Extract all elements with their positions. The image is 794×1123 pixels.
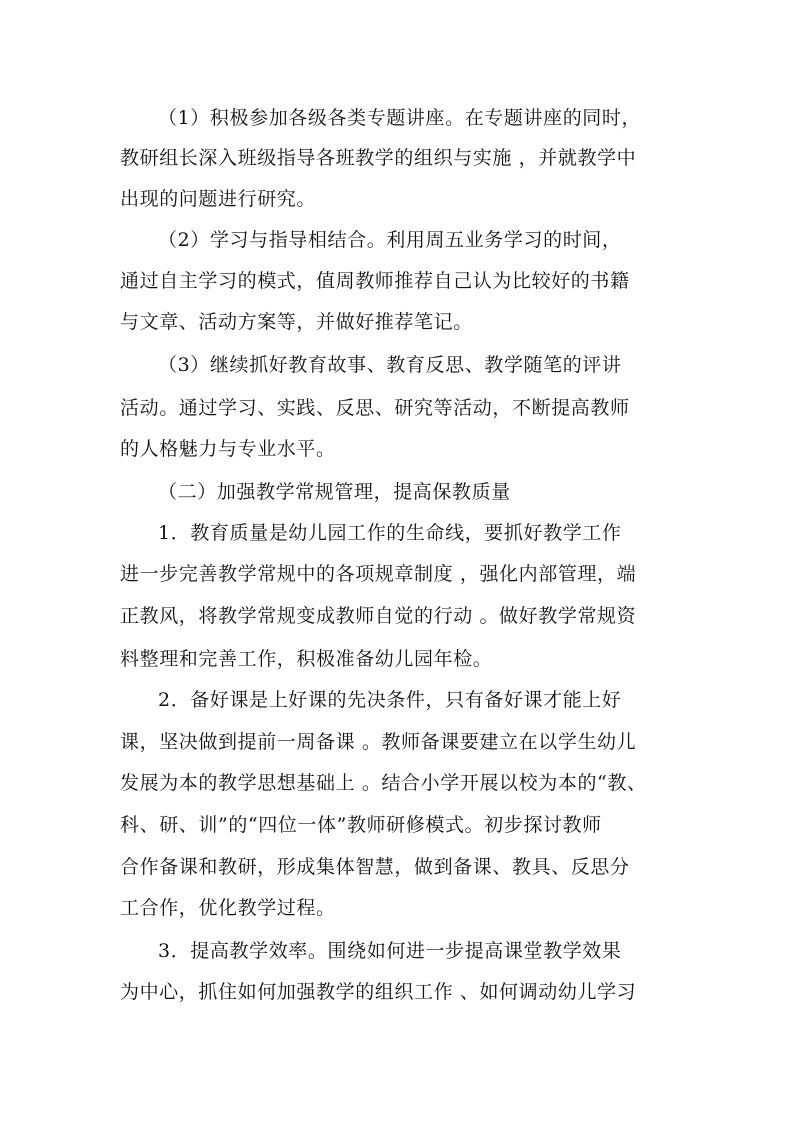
text-line: 的人格魅力与专业水平。 bbox=[120, 438, 336, 460]
text-line: 2．备好课是上好课的先决条件，只有备好课才能上好 bbox=[158, 689, 622, 711]
text-line: 出现的问题进行研究。 bbox=[120, 188, 317, 210]
text-line: 为中心，抓住如何加强教学的组织工作 、如何调动幼儿学习 bbox=[120, 981, 637, 1003]
text-line: 合作备课和教研，形成集体智慧，做到备课、教具、反思分 bbox=[120, 856, 630, 878]
text-line: 进一步完善教学常规中的各项规章制度 ，强化内部管理，端 bbox=[120, 563, 637, 585]
text-line: 工合作，优化教学过程。 bbox=[120, 897, 336, 919]
text-line: 料整理和完善工作，积极准备幼儿园年检。 bbox=[120, 648, 493, 670]
text-line: （3）继续抓好教育故事、教育反思、教学随笔的评讲 bbox=[158, 354, 622, 376]
text-line: 与文章、活动方案等，并做好推荐笔记。 bbox=[120, 311, 473, 333]
text-line: （2）学习与指导相结合。利用周五业务学习的时间， bbox=[158, 229, 622, 251]
text-line: 课，坚决做到提前一周备课 。教师备课要建立在以学生幼儿 bbox=[120, 731, 637, 753]
text-line: 正教风，将教学常规变成教师自觉的行动 。做好教学常规资 bbox=[120, 605, 637, 627]
text-line: 教研组长深入班级指导各班教学的组织与实施 ，并就教学中 bbox=[120, 147, 637, 169]
text-line: 科、研、训”的“四位一体”教师研修模式。初步探讨教师 bbox=[120, 814, 602, 836]
text-line: 1．教育质量是幼儿园工作的生命线，要抓好教学工作 bbox=[158, 522, 622, 544]
section-heading: （二）加强教学常规管理，提高保教质量 bbox=[158, 481, 511, 503]
text-line: 发展为本的教学思想基础上 。结合小学开展以校为本的“教、 bbox=[120, 772, 647, 794]
text-line: 通过自主学习的模式，值周教师推荐自己认为比较好的书籍 bbox=[120, 270, 630, 292]
text-line: （1）积极参加各级各类专题讲座。在专题讲座的同时， bbox=[158, 107, 642, 129]
text-line: 3．提高教学效率。围绕如何进一步提高课堂教学效果 bbox=[158, 940, 622, 962]
text-line: 活动。通过学习、实践、反思、研究等活动，不断提高教师 bbox=[120, 397, 630, 419]
